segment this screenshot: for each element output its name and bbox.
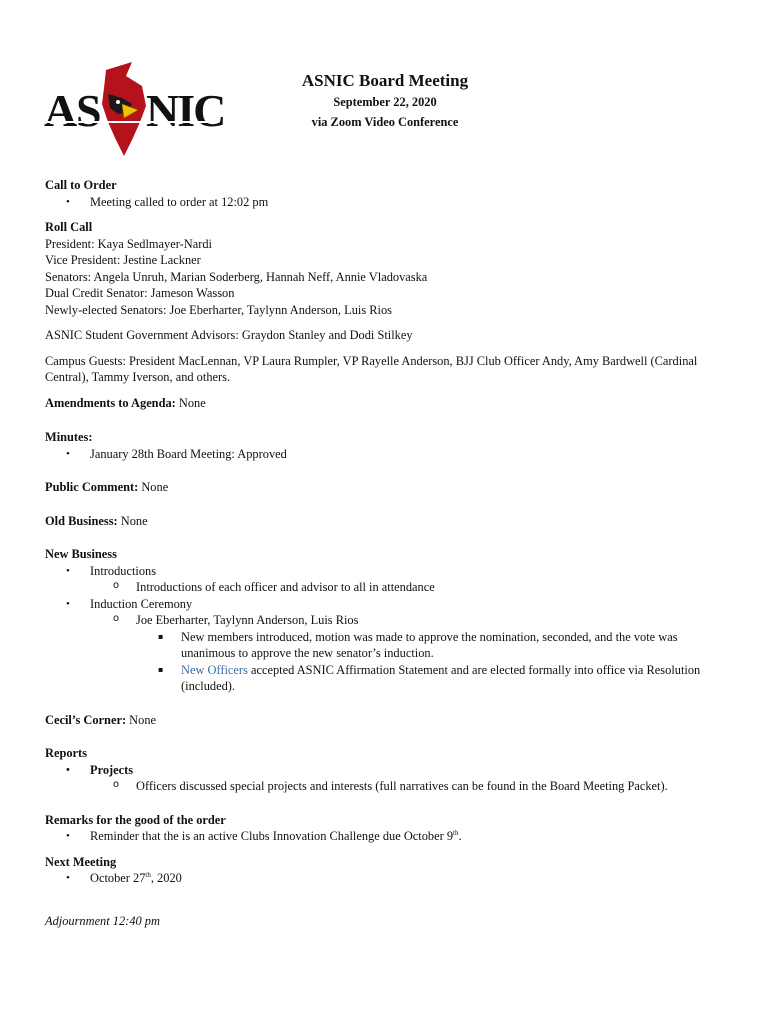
asnic-cardinal-logo bbox=[42, 60, 225, 160]
remarks-heading: Remarks for the good of the order bbox=[45, 812, 226, 827]
adjournment-line: Adjournment 12:40 pm bbox=[45, 913, 160, 928]
bullet-icon: • bbox=[66, 447, 70, 460]
bullet-icon: • bbox=[66, 763, 70, 776]
circle-bullet-icon: o bbox=[113, 580, 120, 591]
roll-call-dual-credit: Dual Credit Senator: Jameson Wasson bbox=[45, 286, 235, 300]
amendments-line: Amendments to Agenda: None bbox=[45, 395, 206, 410]
circle-bullet-icon: o bbox=[113, 613, 120, 624]
bullet-icon: • bbox=[66, 564, 70, 577]
roll-call-vice-president: Vice President: Jestine Lackner bbox=[45, 253, 201, 267]
reports-heading: Reports bbox=[45, 746, 87, 760]
document-header bbox=[240, 70, 530, 132]
campus-guests: Campus Guests: President MacLennan, VP Laura Rumpler, VP Rayelle Anderson, BJJ Club Officer Andy, Amy Bardwell (Cardinal Central), Tammy Iverson, and others. bbox=[45, 353, 698, 384]
circle-bullet-icon: o bbox=[113, 779, 120, 790]
roll-call-president: President: Kaya Sedlmayer-Nardi bbox=[45, 236, 212, 251]
document-title: ASNIC Board Meeting bbox=[301, 71, 469, 90]
svg-text:A: A bbox=[44, 85, 76, 136]
new-business-induction: • Induction Ceremony bbox=[66, 596, 193, 611]
call-to-order-heading: Call to Order bbox=[45, 178, 117, 192]
roll-call-heading: Roll Call bbox=[45, 220, 93, 234]
bullet-icon: • bbox=[66, 830, 70, 842]
roll-call-new-senators: Newly-elected Senators: Joe Eberharter, Taylynn Anderson, Luis Rios bbox=[45, 302, 392, 317]
old-business-line: Old Business: None bbox=[45, 513, 148, 528]
remarks-item: • Reminder that the is an active Clubs Innovation Challenge due October 9th. bbox=[66, 828, 462, 843]
new-business-affirmation: ▪ New Officers accepted ASNIC Affirmation Statement and are elected formally into office via Resolution (included). bbox=[158, 662, 701, 693]
new-business-introductions-detail: o Introductions of each officer and advisor to all in attendance bbox=[113, 580, 435, 594]
svg-text:NIC: NIC bbox=[146, 85, 225, 136]
cecils-corner-line: Cecil’s Corner: None bbox=[45, 712, 157, 727]
advisors-line: ASNIC Student Government Advisors: Graydon Stanley and Dodi Stilkey bbox=[45, 328, 413, 342]
square-bullet-icon: ▪ bbox=[158, 664, 164, 674]
new-business-introductions: • Introductions bbox=[66, 563, 157, 578]
meeting-date: September 22, 2020 bbox=[333, 95, 437, 109]
minutes-heading: Minutes: bbox=[45, 430, 93, 444]
new-business-heading: New Business bbox=[45, 547, 117, 561]
new-business-induction-names: o Joe Eberharter, Taylynn Anderson, Luis Rios bbox=[113, 613, 359, 627]
next-meeting-heading: Next Meeting bbox=[45, 854, 117, 869]
new-business-induction-vote: ▪ New members introduced, motion was made to approve the nomination, seconded, and the vote was unanimous to approve the new senator’s induction. bbox=[158, 629, 678, 660]
next-meeting-item: • October 27th, 2020 bbox=[66, 870, 182, 885]
meeting-venue: via Zoom Video Conference bbox=[311, 115, 459, 129]
minutes-body bbox=[45, 177, 735, 929]
reports-projects: • Projects bbox=[66, 762, 134, 777]
roll-call-senators: Senators: Angela Unruh, Marian Soderberg, Hannah Neff, Annie Vladovaska bbox=[45, 269, 428, 284]
minutes-item: • January 28th Board Meeting: Approved bbox=[66, 446, 287, 461]
reports-projects-detail: o Officers discussed special projects and interests (full narratives can be found in the Board Meeting Packet). bbox=[113, 779, 668, 793]
square-bullet-icon: ▪ bbox=[158, 631, 164, 641]
bullet-icon: • bbox=[66, 872, 70, 884]
svg-text:S: S bbox=[76, 85, 102, 136]
call-to-order-item: • Meeting called to order at 12:02 pm bbox=[66, 194, 269, 209]
public-comment-line: Public Comment: None bbox=[45, 480, 169, 494]
bullet-icon: • bbox=[66, 597, 70, 610]
bullet-icon: • bbox=[66, 195, 70, 208]
